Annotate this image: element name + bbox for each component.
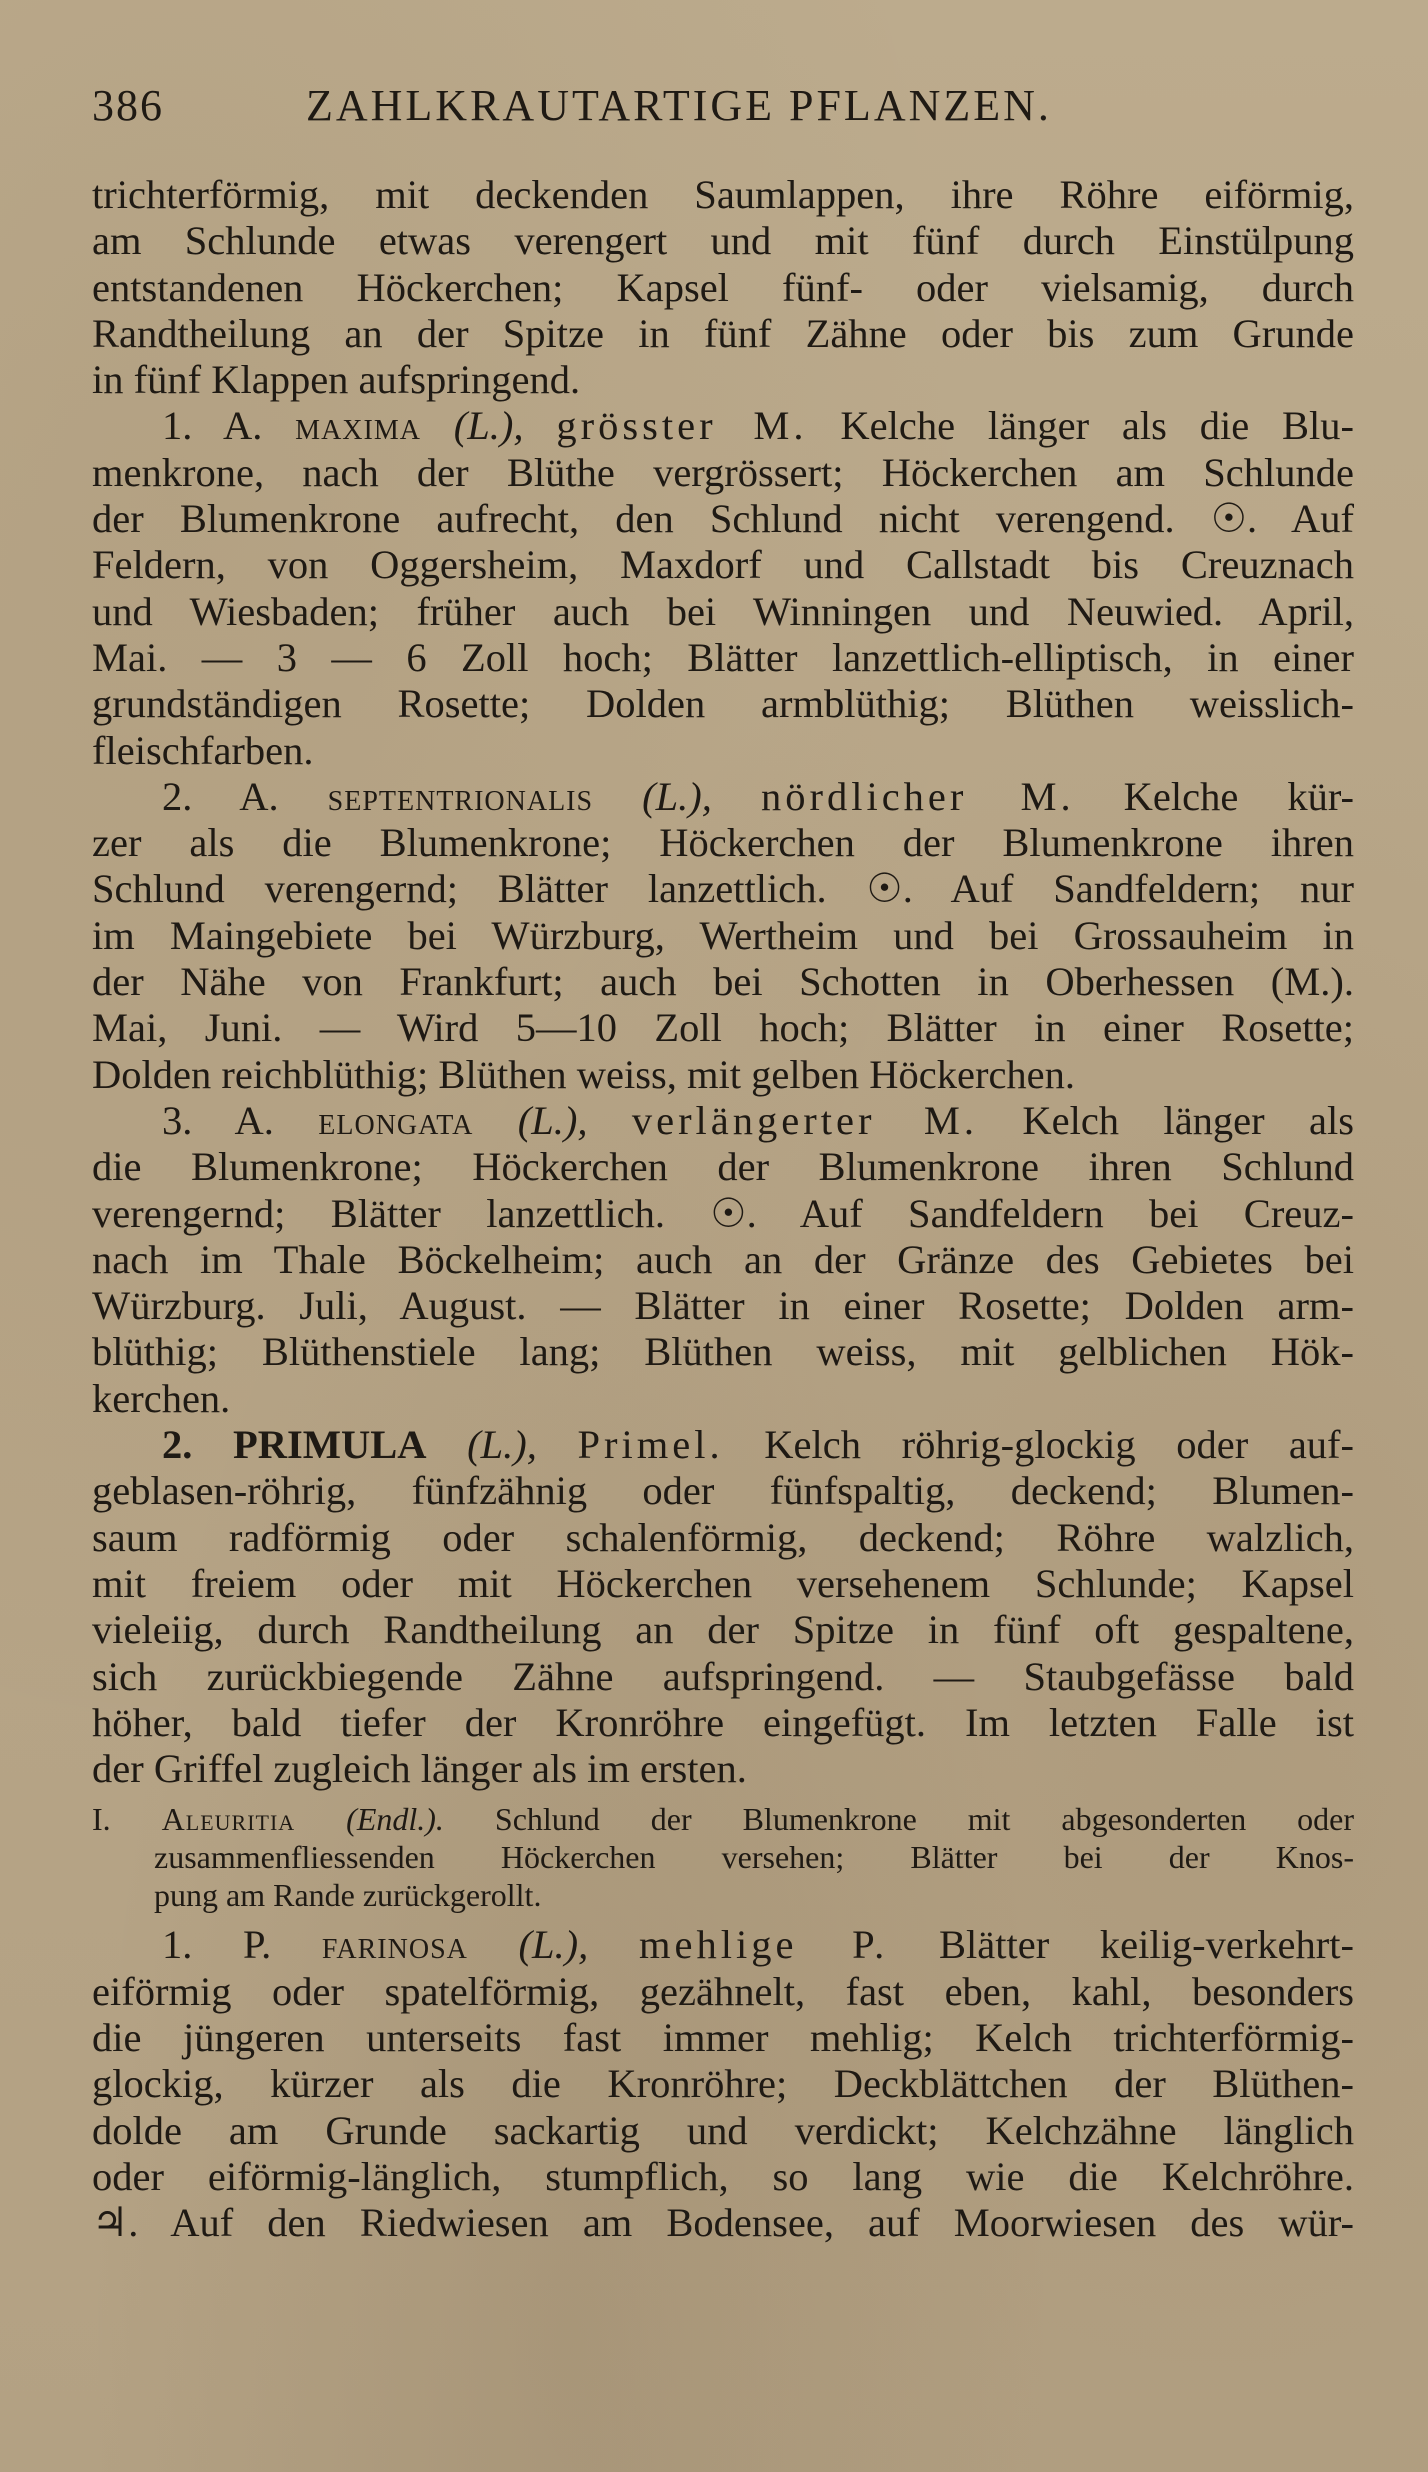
running-title: ZAHLKRAUTARTIGE PFLANZEN. — [306, 81, 1052, 130]
text-line: Feldern, von Oggersheim, Maxdorf und Callstadt bis Creuznach — [92, 542, 1354, 588]
section-name: Aleuritia — [161, 1801, 296, 1838]
section-heading-line — [92, 1800, 1354, 1838]
entry-heading-line — [92, 1422, 1354, 1468]
text-line: zer als die Blumenkrone; Höckerchen der Blumenkrone ihren — [92, 820, 1354, 866]
entry-text: Kelch röhrig-glockig oder auf- — [764, 1422, 1355, 1468]
text-line: Schlund verengernd; Blätter lanzettlich. ☉. Auf Sandfeldern; nur — [92, 866, 1354, 912]
text-line: fleischfarben. — [92, 727, 314, 773]
species-entry-farinosa — [92, 1922, 1354, 2246]
text-line: geblasen-röhrig, fünfzähnig oder fünfspaltig, deckend; Blumen- — [92, 1468, 1354, 1514]
entry-text: Kelch länger als — [1022, 1097, 1354, 1143]
text-line: Würzburg. Juli, August. — Blätter in einer Rosette; Dolden arm- — [92, 1283, 1354, 1329]
text-line: Randtheilung an der Spitze in fünf Zähne oder bis zum Grunde — [92, 310, 1354, 356]
section-number: I. — [92, 1801, 111, 1838]
text-line: am Schlunde etwas verengert und mit fünf durch Einstülpung — [92, 218, 1354, 264]
author-abbr: (L.), — [467, 1422, 537, 1468]
genus-entry-primula — [92, 1422, 1354, 1792]
text-line: zusammenfliessenden Höckerchen versehen; Blätter bei der Knos- — [154, 1839, 1354, 1876]
page-body — [92, 172, 1354, 2246]
author-abbr: (L.), — [453, 403, 524, 449]
entry-heading-line — [92, 1098, 1354, 1144]
text-line: dolde am Grunde sackartig und verdickt; Kelchzähne länglich — [92, 2107, 1354, 2153]
page-number: 386 — [92, 81, 164, 130]
text-line: blüthig; Blüthenstiele lang; Blüthen weiss, mit gelblichen Hök- — [92, 1329, 1354, 1375]
common-name: verlängerter M. — [631, 1097, 978, 1143]
genus-name: PRIMULA — [233, 1422, 427, 1468]
text-line: die Blumenkrone; Höckerchen der Blumenkrone ihren Schlund — [92, 1144, 1354, 1190]
text-line: und Wiesbaden; früher auch bei Winningen und Neuwied. April, — [92, 588, 1354, 634]
author-abbr: (L.), — [518, 1922, 589, 1968]
common-name: Primel. — [577, 1422, 724, 1468]
common-name: mehlige P. — [638, 1922, 889, 1968]
text-line: der Griffel zugleich länger als im ersten. — [92, 1746, 747, 1792]
text-line: die jüngeren unterseits fast immer mehlig; Kelch trichterförmig- — [92, 2014, 1354, 2060]
text-line: der Nähe von Frankfurt; auch bei Schotten in Oberhessen (M.). — [92, 959, 1354, 1005]
text-line: der Blumenkrone aufrecht, den Schlund nicht verengend. ☉. Auf — [92, 496, 1354, 542]
text-line: kerchen. — [92, 1375, 231, 1421]
text-line: sich zurückbiegende Zähne aufspringend. — Staubgefässe bald — [92, 1653, 1354, 1699]
text-line: grundständigen Rosette; Dolden armblüthig; Blüthen weisslich- — [92, 681, 1354, 727]
author-abbr: (L.), — [517, 1097, 588, 1143]
text-line: im Maingebiete bei Würzburg, Wertheim und bei Grossauheim in — [92, 912, 1354, 958]
entry-number: 2. A. — [162, 773, 279, 819]
text-line: verengernd; Blätter lanzettlich. ☉. Auf Sandfeldern bei Creuz- — [92, 1190, 1354, 1236]
species-name: septentrionalis — [327, 773, 594, 819]
entry-text: Kelche länger als die Blu- — [840, 403, 1355, 449]
common-name: grösster M. — [556, 403, 808, 449]
entry-number: 1. A. — [162, 403, 263, 449]
entry-heading-line — [92, 1922, 1354, 1968]
entry-heading-line — [92, 403, 1354, 449]
species-name: maxima — [295, 403, 421, 449]
intro-paragraph — [92, 172, 1354, 403]
common-name: nördlicher M. — [760, 773, 1075, 819]
text-line: Dolden reichblüthig; Blüthen weiss, mit gelben Höckerchen. — [92, 1051, 1076, 1097]
text-line: nach im Thale Böckelheim; auch an der Gränze des Gebietes bei — [92, 1236, 1354, 1282]
text-line: saum radförmig oder schalenförmig, deckend; Röhre walzlich, — [92, 1514, 1354, 1560]
author-abbr: (L.), — [642, 773, 712, 819]
text-line: in fünf Klappen aufspringend. — [92, 357, 581, 403]
species-name: farinosa — [321, 1922, 468, 1968]
text-line: eiförmig oder spatelförmig, gezähnelt, fast eben, kahl, besonders — [92, 1968, 1354, 2014]
section-entry-aleuritia — [92, 1800, 1354, 1914]
species-entry-elongata — [92, 1098, 1354, 1422]
entry-number: 2. — [162, 1422, 193, 1468]
author-abbr: (Endl.). — [346, 1801, 444, 1838]
species-entry-septentrionalis — [92, 774, 1354, 1098]
entry-text: Blätter keilig-verkehrt- — [938, 1922, 1355, 1968]
text-line: trichterförmig, mit deckenden Saumlappen, ihre Röhre eiförmig, — [92, 172, 1354, 217]
text-line: pung am Rande zurückgerollt. — [154, 1877, 542, 1914]
text-line: Mai. — 3 — 6 Zoll hoch; Blätter lanzettlich-elliptisch, in einer — [92, 634, 1354, 680]
entry-number: 3. A. — [162, 1097, 274, 1143]
text-line: oder eiförmig-länglich, stumpflich, so lang wie die Kelchröhre. — [92, 2153, 1354, 2199]
text-line: entstandenen Höckerchen; Kapsel fünf- oder vielsamig, durch — [92, 264, 1354, 310]
page-header — [92, 80, 1352, 136]
text-line: Mai, Juni. — Wird 5—10 Zoll hoch; Blätter in einer Rosette; — [92, 1005, 1354, 1051]
species-name: elongata — [318, 1097, 474, 1143]
text-line: glockig, kürzer als die Kronröhre; Deckblättchen der Blüthen- — [92, 2061, 1354, 2107]
text-line: mit freiem oder mit Höckerchen versehenem Schlunde; Kapsel — [92, 1560, 1354, 1606]
text-line: höher, bald tiefer der Kronröhre eingefügt. Im letzten Falle ist — [92, 1699, 1354, 1745]
entry-text: Kelche kür- — [1123, 773, 1355, 819]
text-line: vieleiig, durch Randtheilung an der Spitze in fünf oft gespaltene, — [92, 1607, 1354, 1653]
text-line: ♃. Auf den Riedwiesen am Bodensee, auf Moorwiesen des wür- — [92, 2200, 1354, 2246]
species-entry-maxima — [92, 403, 1354, 773]
text-line: menkrone, nach der Blüthe vergrössert; Höckerchen am Schlunde — [92, 449, 1354, 495]
entry-heading-line — [92, 774, 1354, 820]
section-text: Schlund der Blumenkrone mit abgesonderten oder — [494, 1801, 1355, 1838]
entry-number: 1. P. — [162, 1922, 272, 1968]
